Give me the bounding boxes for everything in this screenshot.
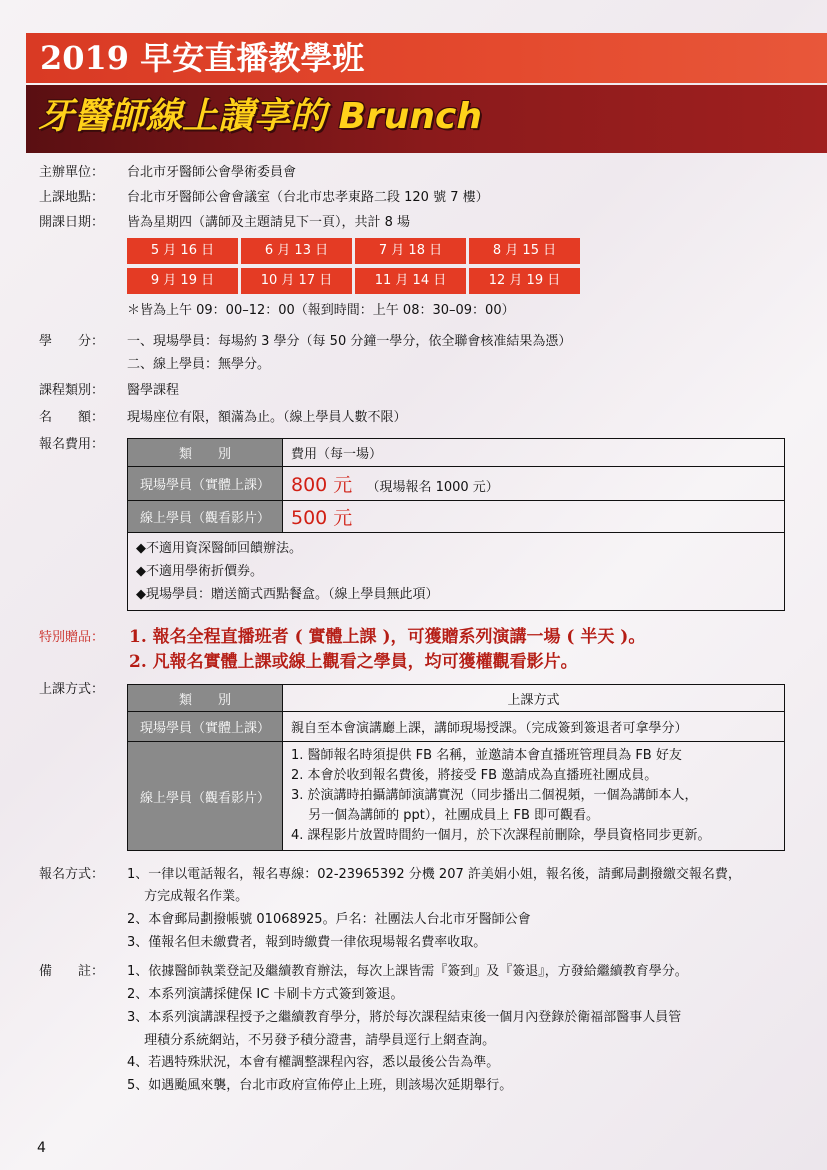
credit-2: 二、線上學員：無學分。 xyxy=(127,357,271,372)
class-head-type: 類 別 xyxy=(128,685,283,712)
fee-head-type: 類 別 xyxy=(128,439,283,467)
fee-note: ◆不適用學術折價券。 xyxy=(136,564,263,579)
date-cell: 9 月 19 日 xyxy=(127,268,238,294)
date-cell: 8 月 15 日 xyxy=(469,238,580,264)
venue: 台北市牙醫師公會會議室（台北市忠孝東路二段 120 號 7 樓） xyxy=(127,190,489,205)
remarks-item: 1、依據醫師執業登記及繼續教育辦法，每次上課皆需『簽到』及『簽退』，方發給繼續教育學分。 xyxy=(127,964,688,979)
signup-item: 方完成報名作業。 xyxy=(127,889,249,904)
class-method-table xyxy=(127,684,785,851)
fee-row2-fee: 500 元 xyxy=(291,507,353,529)
class-row2-item: 1. 醫師報名時須提供 FB 名稱，並邀請本會直播班管理員為 FB 好友 xyxy=(291,748,682,763)
fee-row1-type: 現場學員（實體上課） xyxy=(128,467,283,501)
organizer: 台北市牙醫師公會學術委員會 xyxy=(127,165,297,180)
class-row2-item: 3. 於演講時拍攝講師演講實況（同步播出二個視頻，一個為講師本人， xyxy=(291,788,698,803)
remarks-item: 2、本系列演講採健保 IC 卡刷卡方式簽到簽退。 xyxy=(127,987,404,1002)
class-head-method: 上課方式 xyxy=(283,685,785,712)
header-title: 2019 早安直播教學班 xyxy=(26,33,827,83)
date-cell: 12 月 19 日 xyxy=(469,268,580,294)
gift-label: 特別贈品： xyxy=(39,630,105,645)
class-method-label: 上課方式： xyxy=(39,682,105,697)
fee-row1-note: （現場報名 1000 元） xyxy=(366,480,499,495)
class-row2-item: 4. 課程影片放置時間約一個月，於下次課程前刪除，學員資格同步更新。 xyxy=(291,828,711,843)
header-subtitle: 牙醫師線上讀享的 Brunch xyxy=(38,96,482,137)
fee-head-fee: 費用（每一場） xyxy=(283,439,785,467)
remarks-item: 理積分系統網站，不另發予積分證書，請學員逕行上網查詢。 xyxy=(127,1033,496,1048)
quota: 現場座位有限，額滿為止。（線上學員人數不限） xyxy=(127,410,407,425)
category-label: 課程類別： xyxy=(39,383,105,398)
dates-label: 開課日期： xyxy=(39,215,105,230)
remarks-item: 4、若遇特殊狀況，本會有權調整課程內容，悉以最後公告為準。 xyxy=(127,1055,500,1070)
date-cell: 5 月 16 日 xyxy=(127,238,238,264)
signup-item: 1、一律以電話報名，報名專線：02-23965392 分機 207 許美娟小姐，報名後，請郵局劃撥繳交報名費， xyxy=(127,867,741,882)
fee-row1-fee: 800 元 xyxy=(291,474,353,496)
credit-1: 一、現場學員：每場約 3 學分（每 50 分鐘一學分，依全聯會核准結果為憑） xyxy=(127,334,572,349)
remarks-label: 備 註： xyxy=(39,964,105,979)
fee-note: ◆不適用資深醫師回饋辦法。 xyxy=(136,541,302,556)
credit-label: 學 分： xyxy=(39,334,105,349)
fee-note: ◆現場學員：贈送簡式西點餐盒。（線上學員無此項） xyxy=(136,587,439,602)
page-number: 4 xyxy=(37,1140,46,1156)
signup-item: 3、僅報名但未繳費者，報到時繳費一律依現場報名費率收取。 xyxy=(127,935,487,950)
remarks-item: 5、如遇颱風來襲，台北市政府宣佈停止上班，則該場次延期舉行。 xyxy=(127,1078,513,1093)
date-cell: 6 月 13 日 xyxy=(241,238,352,264)
gift-line-1: 1. 報名全程直播班者 ( 實體上課 )，可獲贈系列演講一場 ( 半天 )。 xyxy=(129,627,646,647)
fee-row2-type: 線上學員（觀看影片） xyxy=(128,501,283,533)
date-cell: 10 月 17 日 xyxy=(241,268,352,294)
quota-label: 名 額： xyxy=(39,410,105,425)
class-row1-method: 親自至本會演講廳上課，講師現場授課。（完成簽到簽退者可拿學分） xyxy=(283,712,785,742)
fee-table xyxy=(127,438,785,611)
venue-label: 上課地點： xyxy=(39,190,105,205)
dates-text: 皆為星期四（講師及主題請見下一頁），共計 8 場 xyxy=(127,215,411,230)
signup-item: 2、本會郵局劃撥帳號 01068925。戶名：社團法人台北市牙醫師公會 xyxy=(127,912,531,927)
category: 醫學課程 xyxy=(127,383,180,398)
time-note: ＊皆為上午 09：00–12：00（報到時間：上午 08：30–09：00） xyxy=(127,303,515,318)
class-row1-type: 現場學員（實體上課） xyxy=(128,712,283,742)
class-row2-item: 另一個為講師的 ppt），社團成員上 FB 即可觀看。 xyxy=(291,808,600,823)
date-cell: 11 月 14 日 xyxy=(355,268,466,294)
remarks-item: 3、本系列演講課程授予之繼續教育學分，將於每次課程結束後一個月內登錄於衛福部醫事人員管 xyxy=(127,1010,682,1025)
class-row2-type: 線上學員（觀看影片） xyxy=(128,742,283,851)
fee-label: 報名費用： xyxy=(39,437,105,452)
organizer-label: 主辦單位： xyxy=(39,165,105,180)
gift-line-2: 2. 凡報名實體上課或線上觀看之學員，均可獲權觀看影片。 xyxy=(129,652,578,672)
date-cell: 7 月 18 日 xyxy=(355,238,466,264)
class-row2-item: 2. 本會於收到報名費後，將接受 FB 邀請成為直播班社團成員。 xyxy=(291,768,658,783)
signup-label: 報名方式： xyxy=(39,867,105,882)
header-subtitle-banner xyxy=(26,85,827,153)
